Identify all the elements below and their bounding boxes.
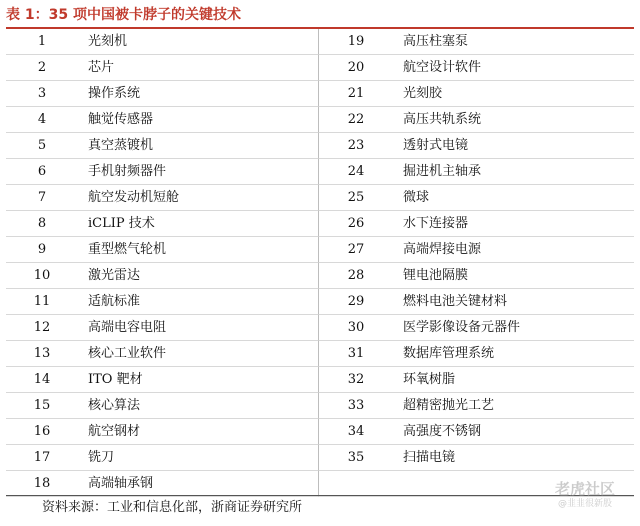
technology-name-right: 扫描电镜 — [399, 445, 634, 471]
row-number-left: 11 — [6, 289, 84, 315]
row-number-left: 2 — [6, 55, 84, 81]
row-number-left: 3 — [6, 81, 84, 107]
technology-name-left: 芯片 — [84, 55, 319, 81]
technology-name-left: 核心算法 — [84, 393, 319, 419]
row-number-left: 5 — [6, 133, 84, 159]
technology-name-left: 适航标准 — [84, 289, 319, 315]
row-number-left: 16 — [6, 419, 84, 445]
row-number-right: 34 — [319, 419, 399, 445]
row-number-left: 10 — [6, 263, 84, 289]
row-number-right: 30 — [319, 315, 399, 341]
row-number-right: 25 — [319, 185, 399, 211]
technology-name-left: 航空发动机短舱 — [84, 185, 319, 211]
technology-name-right: 高压共轨系统 — [399, 107, 634, 133]
row-number-right: 33 — [319, 393, 399, 419]
technology-name-left: 重型燃气轮机 — [84, 237, 319, 263]
row-number-left: 1 — [6, 29, 84, 55]
watermark-handle: @韭韭很新股 — [557, 499, 612, 509]
row-number-right: 27 — [319, 237, 399, 263]
technology-name-left: ITO 靶材 — [84, 367, 319, 393]
technology-name-right: 锂电池隔膜 — [399, 263, 634, 289]
row-number-left: 13 — [6, 341, 84, 367]
technology-name-right: 光刻胶 — [399, 81, 634, 107]
table-title: 表 1：35 项中国被卡脖子的关键技术 — [6, 7, 241, 23]
row-number-left: 18 — [6, 471, 84, 497]
technology-name-right: 掘进机主轴承 — [399, 159, 634, 185]
technology-name-right: 医学影像设备元器件 — [399, 315, 634, 341]
row-number-right: 20 — [319, 55, 399, 81]
technology-name-left: 高端电容电阻 — [84, 315, 319, 341]
row-number-left: 17 — [6, 445, 84, 471]
row-number-left: 8 — [6, 211, 84, 237]
row-number-left: 9 — [6, 237, 84, 263]
technology-name-left: 光刻机 — [84, 29, 319, 55]
source-note: 资料来源：工业和信息化部，浙商证券研究所 — [42, 500, 303, 515]
row-number-right: 35 — [319, 445, 399, 471]
technology-name-left: 高端轴承钢 — [84, 471, 319, 497]
technology-name-left: 真空蒸镀机 — [84, 133, 319, 159]
technology-name-right: 数据库管理系统 — [399, 341, 634, 367]
row-number-left: 12 — [6, 315, 84, 341]
technology-name-right: 水下连接器 — [399, 211, 634, 237]
technology-name-left: 激光雷达 — [84, 263, 319, 289]
technology-name-right: 高强度不锈钢 — [399, 419, 634, 445]
row-number-right: 21 — [319, 81, 399, 107]
row-number-right: 22 — [319, 107, 399, 133]
row-number-left: 14 — [6, 367, 84, 393]
technology-name-right: 超精密抛光工艺 — [399, 393, 634, 419]
technology-name-left: 手机射频器件 — [84, 159, 319, 185]
technology-name-left: iCLIP 技术 — [84, 211, 319, 237]
row-number-right — [319, 471, 399, 497]
technology-name-right: 燃料电池关键材料 — [399, 289, 634, 315]
row-number-right: 19 — [319, 29, 399, 55]
technology-name-right: 高压柱塞泵 — [399, 29, 634, 55]
row-number-left: 7 — [6, 185, 84, 211]
row-number-right: 31 — [319, 341, 399, 367]
row-number-right: 29 — [319, 289, 399, 315]
technology-name-left: 触觉传感器 — [84, 107, 319, 133]
technology-name-left: 核心工业软件 — [84, 341, 319, 367]
community-watermark — [535, 480, 635, 510]
technology-name-right: 微球 — [399, 185, 634, 211]
watermark-logo-text: 老虎社区 — [554, 480, 615, 498]
row-number-right: 32 — [319, 367, 399, 393]
row-number-right: 26 — [319, 211, 399, 237]
row-number-right: 23 — [319, 133, 399, 159]
technology-name-left: 操作系统 — [84, 81, 319, 107]
technology-name-right: 高端焊接电源 — [399, 237, 634, 263]
technology-name-right: 环氧树脂 — [399, 367, 634, 393]
row-number-left: 15 — [6, 393, 84, 419]
row-number-right: 28 — [319, 263, 399, 289]
row-number-right: 24 — [319, 159, 399, 185]
technology-name-right: 航空设计软件 — [399, 55, 634, 81]
technology-name-left: 铣刀 — [84, 445, 319, 471]
technology-table — [6, 29, 634, 497]
technology-name-right: 透射式电镜 — [399, 133, 634, 159]
technology-name-left: 航空钢材 — [84, 419, 319, 445]
row-number-left: 4 — [6, 107, 84, 133]
row-number-left: 6 — [6, 159, 84, 185]
